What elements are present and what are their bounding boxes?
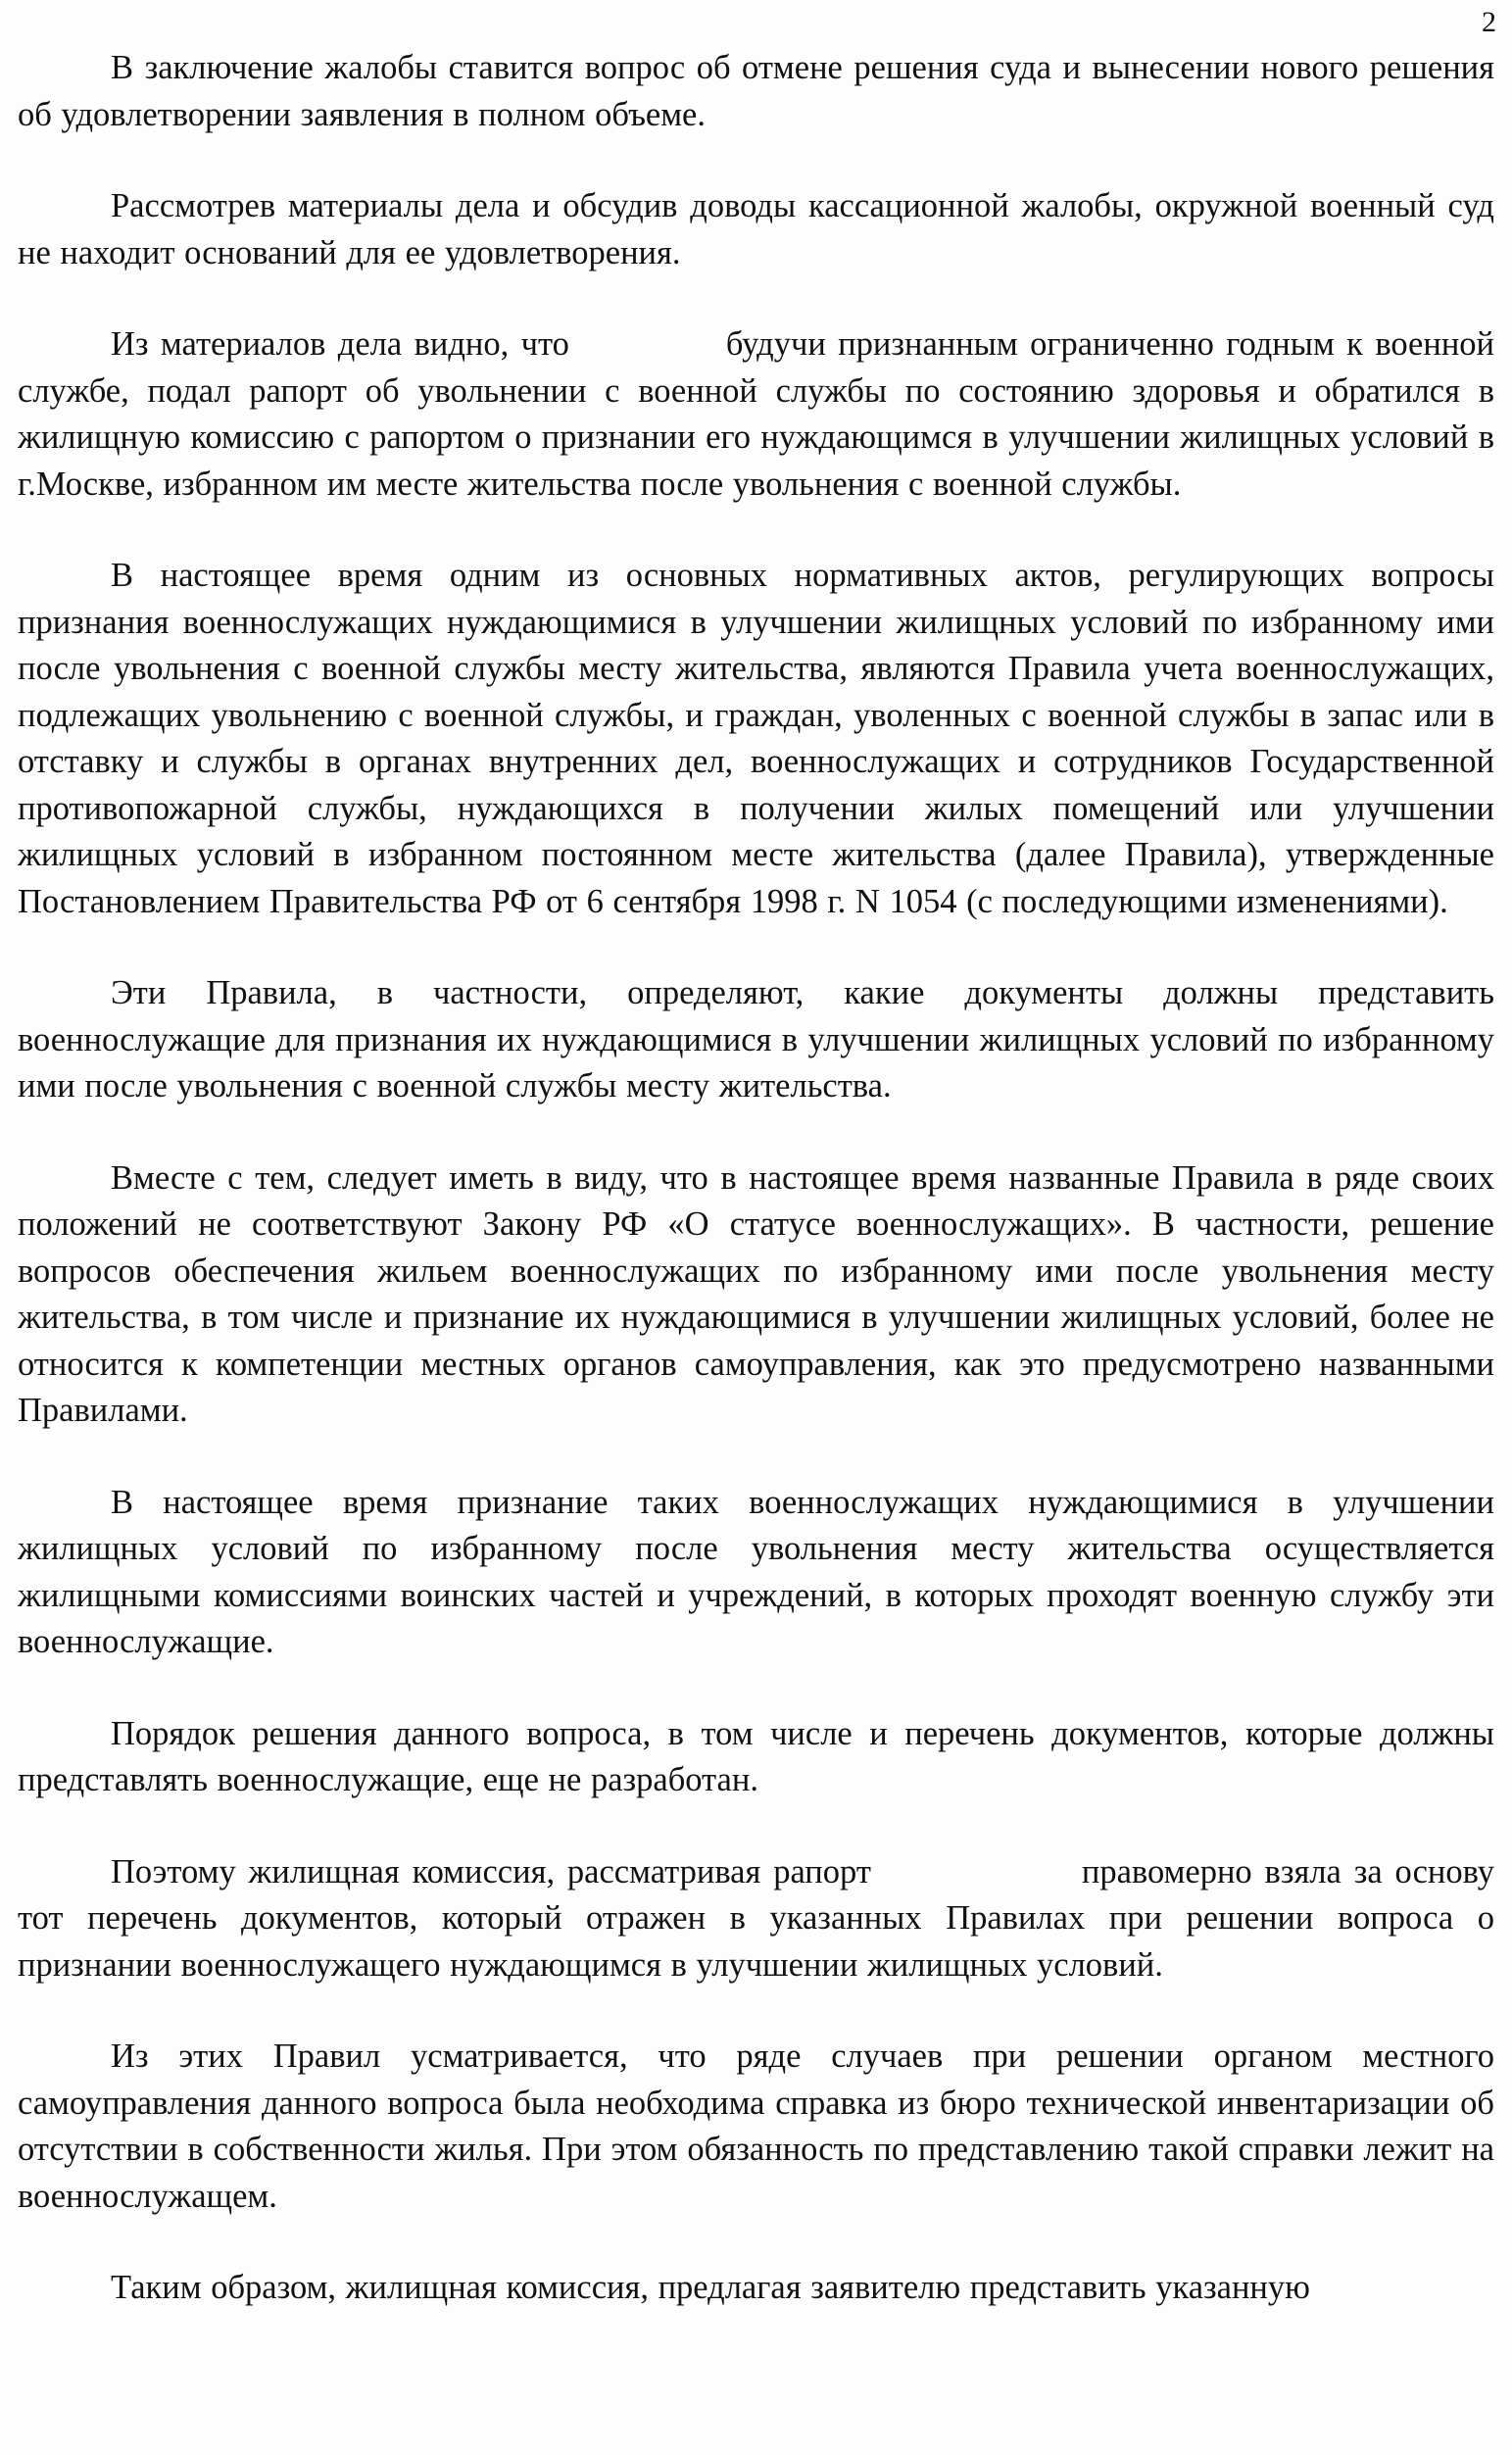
paragraph: Таким образом, жилищная комиссия, предлагая заявителю представить указанную: [111, 2269, 1310, 2306]
paragraph: Вместе с тем, следует иметь в виду, что в настоящее время названные Правила в ряде своих положений не соответствуют Закону РФ «О статусе военнослужащих». В частности, решение вопросов обеспечения жильем военнослужащих по избранному ими после увольнения месту жительства, в том числе и признание их нуждающимися в улучшении жилищных условий, более не относится к компетенции местных органов самоуправления, как это предусмотрено названными Правилами.: [18, 1158, 1494, 1429]
paragraph: В настоящее время одним из основных нормативных актов, регулирующих вопросы признания военнослужащих нуждающимися в улучшении жилищных условий по избранному ими после увольнения с военной службы месту жительства, являются Правила учета военнослужащих, подлежащих увольнению с военной службы, и граждан, уволенных с военной службы в запас или в отставку и службы в органах внутренних дел, военнослужащих и сотрудников Государственной противопожарной службы, нуждающихся в получении жилых помещений или улучшении жилищных условий в избранном постоянном месте жительства (далее Правила), утвержденные Постановлением Правительства РФ от 6 сентября 1998 г. N 1054 (с последующими изменениями).: [18, 557, 1494, 920]
paragraph-text-end: будучи признанным ограниченно годным к военной службе, подал рапорт об увольнении с военной службы по состоянию здоровья и обратился в жилищную комиссию с рапортом о признании его нуждающимся в улучшении жилищных условий в г.Москве, избранном им месте жительства после увольнения с военной службы.: [18, 325, 1494, 503]
paragraph: Из этих Правил усматривается, что ряде случаев при решении органом местного самоуправления данного вопроса была необходима справка из бюро технической инвентаризации об отсутствии в собственности жилья. При этом обязанность по представлению такой справки лежит на военнослужащем.: [18, 2038, 1494, 2215]
document-body: [18, 45, 1494, 2312]
paragraph-text-start: Из материалов дела видно, что: [111, 325, 569, 363]
paragraph: В заключение жалобы ставится вопрос об отмене решения суда и вынесении нового решения об удовлетворении заявления в полном объеме.: [18, 49, 1494, 133]
paragraph: Эти Правила, в частности, определяют, какие документы должны представить военнослужащие для признания их нуждающимися в улучшении жилищных условий по избранному ими после увольнения с военной службы месту жительства.: [18, 974, 1494, 1105]
page-number: 2: [1482, 6, 1496, 38]
paragraph: Порядок решения данного вопроса, в том числе и перечень документов, которые должны представлять военнослужащие, еще не разработан.: [18, 1714, 1494, 1798]
paragraph: В настоящее время признание таких военнослужащих нуждающимися в улучшении жилищных условий по избранному после увольнения месту жительства осуществляется жилищными комиссиями воинских частей и учреждений, в которых проходят военную службу эти военнослужащие.: [18, 1483, 1494, 1660]
paragraph: [18, 1849, 1494, 1989]
paragraph: Рассмотрев материалы дела и обсудив доводы кассационной жалобы, окружной военный суд не находит оснований для ее удовлетворения.: [18, 187, 1494, 271]
paragraph-text-start: Поэтому жилищная комиссия, рассматривая рапорт: [111, 1852, 871, 1890]
paragraph: [18, 321, 1494, 508]
paragraph-text-end: правомерно взяла за основу тот перечень документов, который отражен в указанных Правилах при решении вопроса о признании военнослужащего нуждающимся в улучшении жилищных условий.: [18, 1852, 1494, 1984]
